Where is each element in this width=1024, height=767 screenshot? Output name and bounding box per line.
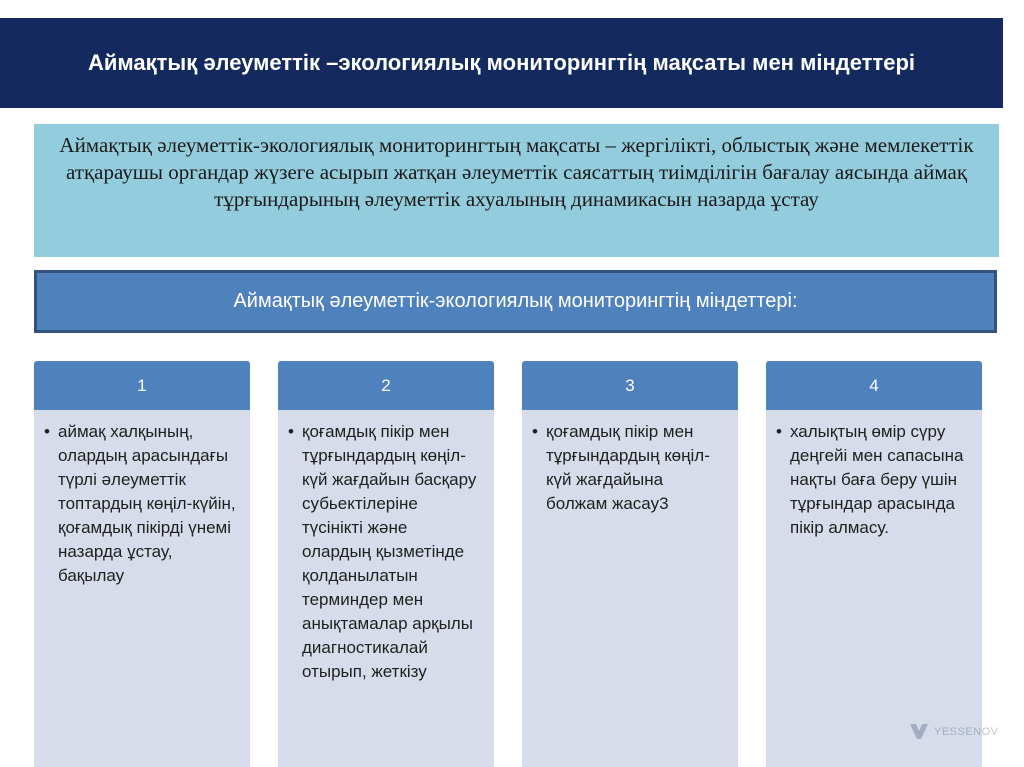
page-title: Аймақтық әлеуметтік –экологиялық мониторингтің мақсаты мен міндеттері <box>87 50 915 75</box>
logo-text: YESSENOV <box>934 726 999 738</box>
task-column-4 <box>766 361 982 767</box>
task-column-2 <box>278 361 494 767</box>
university-logo <box>908 717 1000 747</box>
task-column-1 <box>34 361 250 767</box>
tasks-title: Аймақтық әлеуметтік-экологиялық мониторингтің міндеттері: <box>233 290 798 312</box>
task-number-4: 4 <box>766 361 982 410</box>
task-text-2: қоғамдық пікір мен тұрғындардың көңіл-күй жағдайын басқару субьектілеріне түсінікті және олардың қызметінде қолданылатын терминдер мен анықтамалар арқылы диагностикалай отырып, жеткізу <box>302 422 477 681</box>
bullet-icon: • <box>776 422 782 441</box>
task-column-3 <box>522 361 738 767</box>
task-body-2 <box>278 410 494 767</box>
tasks-banner <box>34 270 997 333</box>
task-number-2: 2 <box>278 361 494 410</box>
task-item-3 <box>532 420 724 516</box>
bullet-icon: • <box>44 422 50 441</box>
goal-box <box>34 124 999 257</box>
task-text-4: халықтың өмір сүру деңгейі мен сапасына нақты баға беру үшін тұрғындар арасында пікір алмасу. <box>790 422 964 537</box>
title-bar <box>0 18 1003 108</box>
task-item-1 <box>44 420 236 588</box>
task-item-2 <box>288 420 480 684</box>
task-number-1: 1 <box>34 361 250 410</box>
task-number-3: 3 <box>522 361 738 410</box>
task-text-3: қоғамдық пікір мен тұрғындардың көңіл-күй жағдайына болжам жасау3 <box>546 422 710 513</box>
task-body-1 <box>34 410 250 767</box>
task-item-4 <box>776 420 968 540</box>
task-text-1: аймақ халқының, олардың арасындағы түрлі әлеуметтік топтардың көңіл-күйін, қоғамдық пікірді үнемі назарда ұстау, бақылау <box>58 422 236 585</box>
bullet-icon: • <box>288 422 294 441</box>
bullet-icon: • <box>532 422 538 441</box>
task-body-3 <box>522 410 738 767</box>
goal-text: Аймақтық әлеуметтік-экологиялық мониторингтың мақсаты – жергілікті, облыстық және мемлекеттік атқараушы органдар жүзеге асырып жатқан әлеуметтік саясаттың тиімділігін бағалау аясында аймақ тұрғындарының әлеуметтік ахуалының динамикасын назарда ұстау <box>59 133 974 211</box>
logo-emblem-icon <box>908 721 930 743</box>
task-body-4 <box>766 410 982 767</box>
